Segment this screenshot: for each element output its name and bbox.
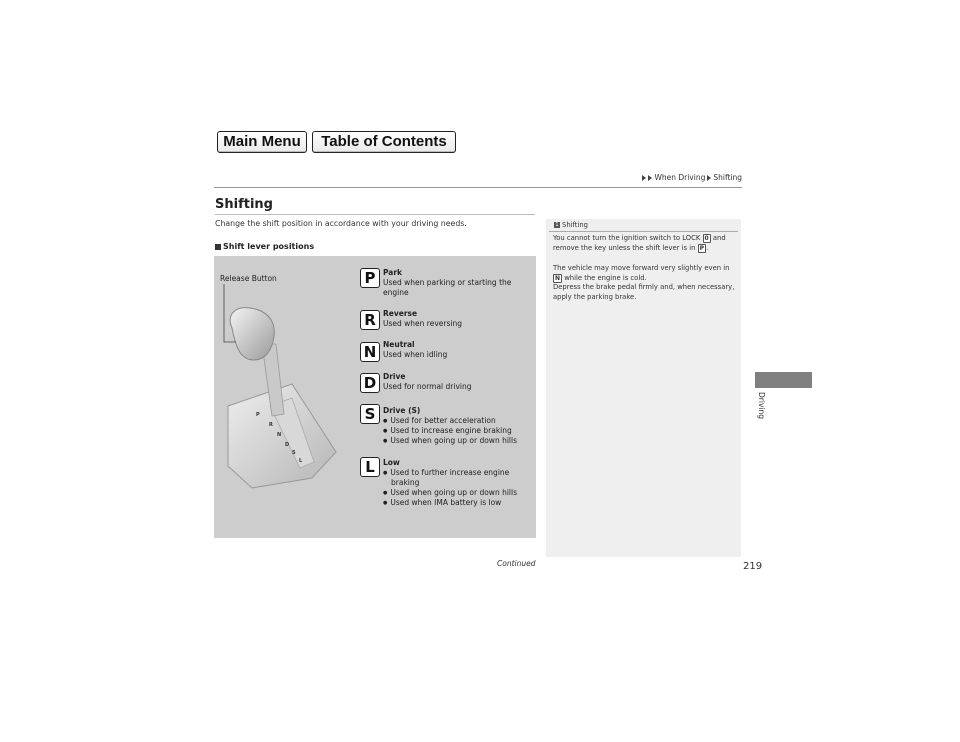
breadcrumb-item[interactable]: When Driving	[654, 173, 706, 182]
intro-text: Change the shift position in accordance with your driving needs.	[215, 219, 467, 228]
position-name: Neutral	[383, 340, 415, 349]
drive-position-icon: D	[360, 373, 380, 393]
position-name: Drive (S)	[383, 406, 421, 415]
svg-text:N: N	[277, 432, 282, 438]
position-line: Used when parking or starting the engine	[383, 278, 512, 297]
note-paragraph-3: Depress the brake pedal firmly and, when necessary, apply the parking brake.	[553, 283, 735, 301]
note-text: The vehicle may move forward very slightly even in	[553, 264, 730, 272]
note-heading	[554, 221, 588, 229]
park-key-icon: P	[699, 244, 705, 252]
shift-lever-figure	[214, 256, 536, 538]
section-tab	[755, 372, 812, 388]
arrow-icon	[642, 175, 646, 181]
title-divider	[215, 214, 535, 215]
page-title: Shifting	[215, 197, 273, 212]
low-position-icon: L	[360, 457, 380, 477]
square-bullet-icon	[215, 244, 221, 250]
neutral-position-icon: N	[360, 342, 380, 362]
bullet-item: ● Used for better acceleration	[383, 416, 533, 426]
neutral-description	[383, 340, 533, 360]
header-divider	[214, 187, 742, 188]
breadcrumb-item: Shifting	[713, 173, 742, 182]
note-text: while the engine is cold.	[564, 273, 647, 282]
bullet-item: ● Used to further increase engine braking	[383, 468, 533, 488]
park-position-icon: P	[360, 268, 380, 288]
breadcrumb	[642, 173, 742, 182]
note-text: and remove the key unless the shift lever is in	[553, 234, 726, 252]
reverse-position-icon: R	[360, 310, 380, 330]
svg-text:L: L	[299, 458, 303, 464]
bullet-item: ● Used when going up or down hills	[383, 436, 533, 446]
subheading	[215, 242, 314, 251]
position-name: Reverse	[383, 309, 418, 318]
bullet-item: ● Used to increase engine braking	[383, 426, 533, 436]
arrow-icon	[707, 175, 711, 181]
park-description	[383, 268, 533, 298]
sidebar-note	[546, 219, 741, 557]
neutral-key-icon: N	[555, 274, 561, 282]
table-of-contents-button[interactable]: Table of Contents	[312, 131, 456, 153]
note-text: .	[706, 243, 709, 252]
position-name: Park	[383, 268, 403, 277]
position-line: Used for normal driving	[383, 382, 472, 391]
svg-text:P: P	[256, 412, 260, 418]
svg-text:R: R	[269, 422, 273, 428]
position-line: Used when idling	[383, 350, 448, 359]
sport-position-icon: S	[360, 404, 380, 424]
low-description	[383, 458, 533, 508]
main-menu-button[interactable]: Main Menu	[217, 131, 307, 153]
note-text: You cannot turn the ignition switch to LOCK	[553, 234, 701, 242]
arrow-icon	[648, 175, 652, 181]
bullet-item: ● Used when going up or down hills	[383, 488, 533, 498]
reverse-description	[383, 309, 533, 329]
svg-text:S: S	[292, 450, 296, 456]
subheading-text: Shift lever positions	[223, 242, 315, 251]
lock-key-icon: 0	[704, 235, 709, 242]
note-paragraph-2	[553, 264, 737, 283]
position-line: Used when reversing	[383, 319, 462, 328]
drive-description	[383, 372, 533, 392]
note-divider	[549, 231, 738, 232]
section-label: Driving	[757, 392, 766, 419]
position-name: Low	[383, 458, 400, 467]
sport-description	[383, 406, 533, 446]
note-title: Shifting	[562, 221, 588, 229]
page-number: 219	[743, 561, 763, 572]
bullet-item: ● Used when IMA battery is low	[383, 498, 533, 508]
continued-label: Continued	[497, 559, 536, 568]
svg-text:D: D	[285, 442, 290, 448]
note-paragraph-1	[553, 234, 737, 253]
note-number-icon: 1	[555, 222, 559, 228]
release-button-label: Release Button	[220, 274, 277, 283]
position-name: Drive	[383, 372, 406, 381]
